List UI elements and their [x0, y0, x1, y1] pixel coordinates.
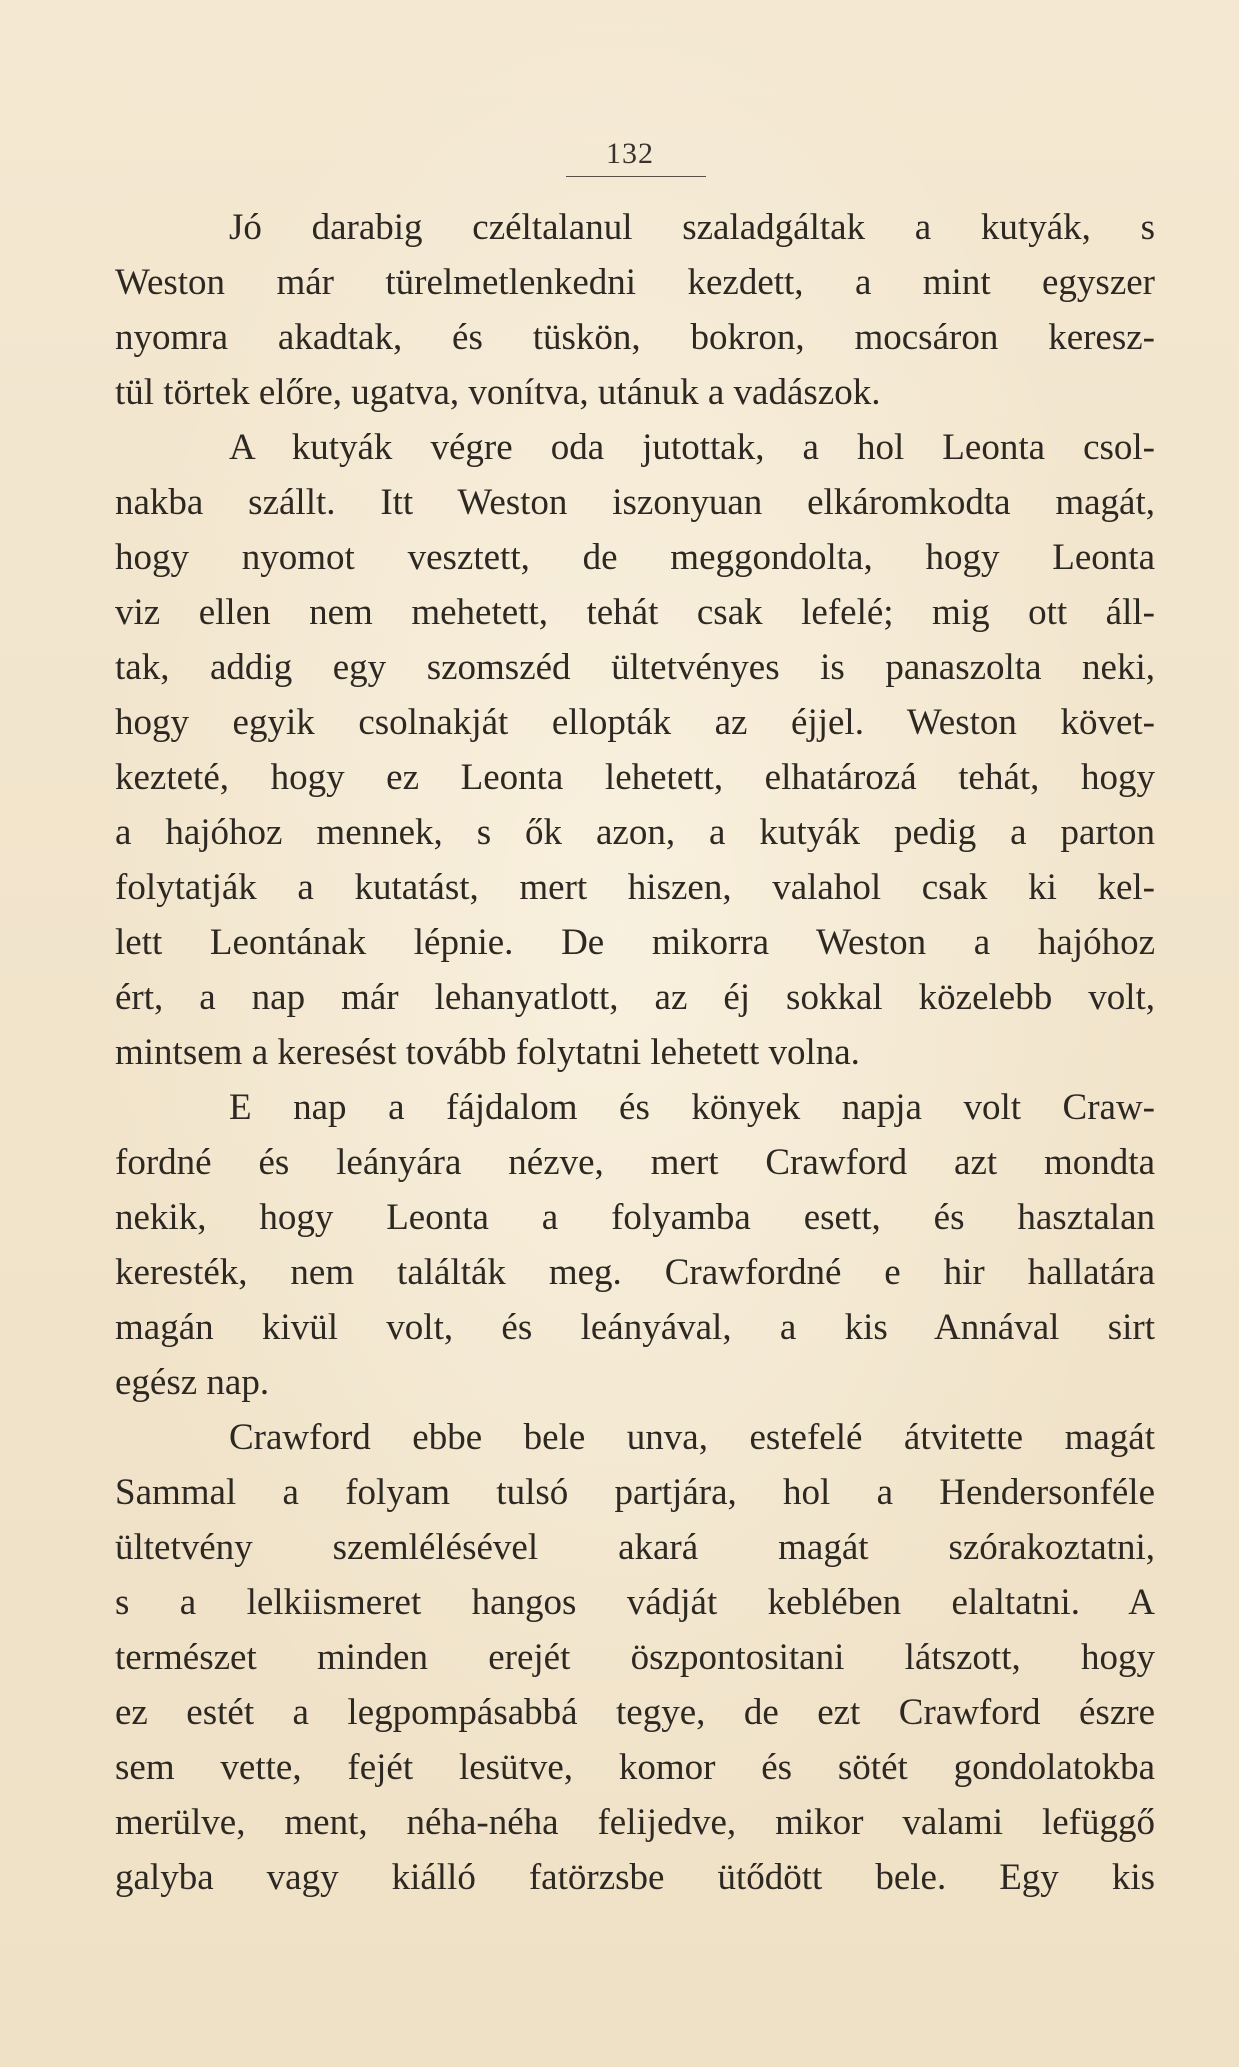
text-line: nyomra akadtak, és tüskön, bokron, mocsáron keresz-: [115, 317, 1155, 358]
text-line: E nap a fájdalom és könyek napja volt Craw-: [229, 1087, 1155, 1128]
text-line: ért, a nap már lehanyatlott, az éj sokkal közelebb volt,: [115, 977, 1155, 1018]
text-line: A kutyák végre oda jutottak, a hol Leonta csol-: [229, 427, 1155, 468]
text-line: nekik, hogy Leonta a folyamba esett, és hasztalan: [115, 1197, 1155, 1238]
text-line: mintsem a keresést tovább folytatni lehetett volna.: [115, 1032, 860, 1073]
text-line: galyba vagy kiálló fatörzsbe ütődött bele. Egy kis: [115, 1857, 1155, 1898]
text-line: lett Leontának lépnie. De mikorra Weston a hajóhoz: [115, 922, 1155, 963]
text-line: tak, addig egy szomszéd ültetvényes is panaszolta neki,: [115, 647, 1155, 688]
text-line: magán kivül volt, és leányával, a kis Annával sirt: [115, 1307, 1155, 1348]
text-line: sem vette, fejét lesütve, komor és sötét gondolatokba: [115, 1747, 1155, 1788]
text-line: Crawford ebbe bele unva, estefelé átvitette magát: [229, 1417, 1155, 1458]
text-line: folytatják a kutatást, mert hiszen, valahol csak ki kel-: [115, 867, 1155, 908]
body-text: [115, 200, 1155, 1905]
text-line: egész nap.: [115, 1362, 270, 1403]
text-line: Weston már türelmetlenkedni kezdett, a mint egyszer: [115, 262, 1155, 303]
text-line: tül törtek előre, ugatva, vonítva, utánuk a vadászok.: [115, 372, 881, 413]
text-line: Jó darabig czéltalanul szaladgáltak a kutyák, s: [229, 207, 1155, 248]
text-line: viz ellen nem mehetett, tehát csak lefelé; mig ott áll-: [115, 592, 1155, 633]
text-line: hogy egyik csolnakját ellopták az éjjel. Weston követ-: [115, 702, 1155, 743]
text-line: ültetvény szemlélésével akará magát szórakoztatni,: [115, 1527, 1155, 1568]
text-line: a hajóhoz mennek, s ők azon, a kutyák pedig a parton: [115, 812, 1155, 853]
text-line: Sammal a folyam tulsó partjára, hol a Hendersonféle: [115, 1472, 1155, 1513]
page-number-rule: [566, 176, 706, 177]
text-line: nakba szállt. Itt Weston iszonyuan elkáromkodta magát,: [115, 482, 1155, 523]
page-number: 132: [606, 137, 654, 170]
text-line: hogy nyomot vesztett, de meggondolta, hogy Leonta: [115, 537, 1155, 578]
text-line: merülve, ment, néha-néha felijedve, mikor valami lefüggő: [115, 1802, 1155, 1843]
text-line: ez estét a legpompásabbá tegye, de ezt Crawford észre: [115, 1692, 1155, 1733]
text-line: keresték, nem találták meg. Crawfordné e hir hallatára: [115, 1252, 1155, 1293]
text-line: természet minden erejét öszpontositani látszott, hogy: [115, 1637, 1155, 1678]
text-line: s a lelkiismeret hangos vádját keblében elaltatni. A: [115, 1582, 1155, 1623]
text-line: kezteté, hogy ez Leonta lehetett, elhatározá tehát, hogy: [115, 757, 1155, 798]
text-line: fordné és leányára nézve, mert Crawford azt mondta: [115, 1142, 1155, 1183]
